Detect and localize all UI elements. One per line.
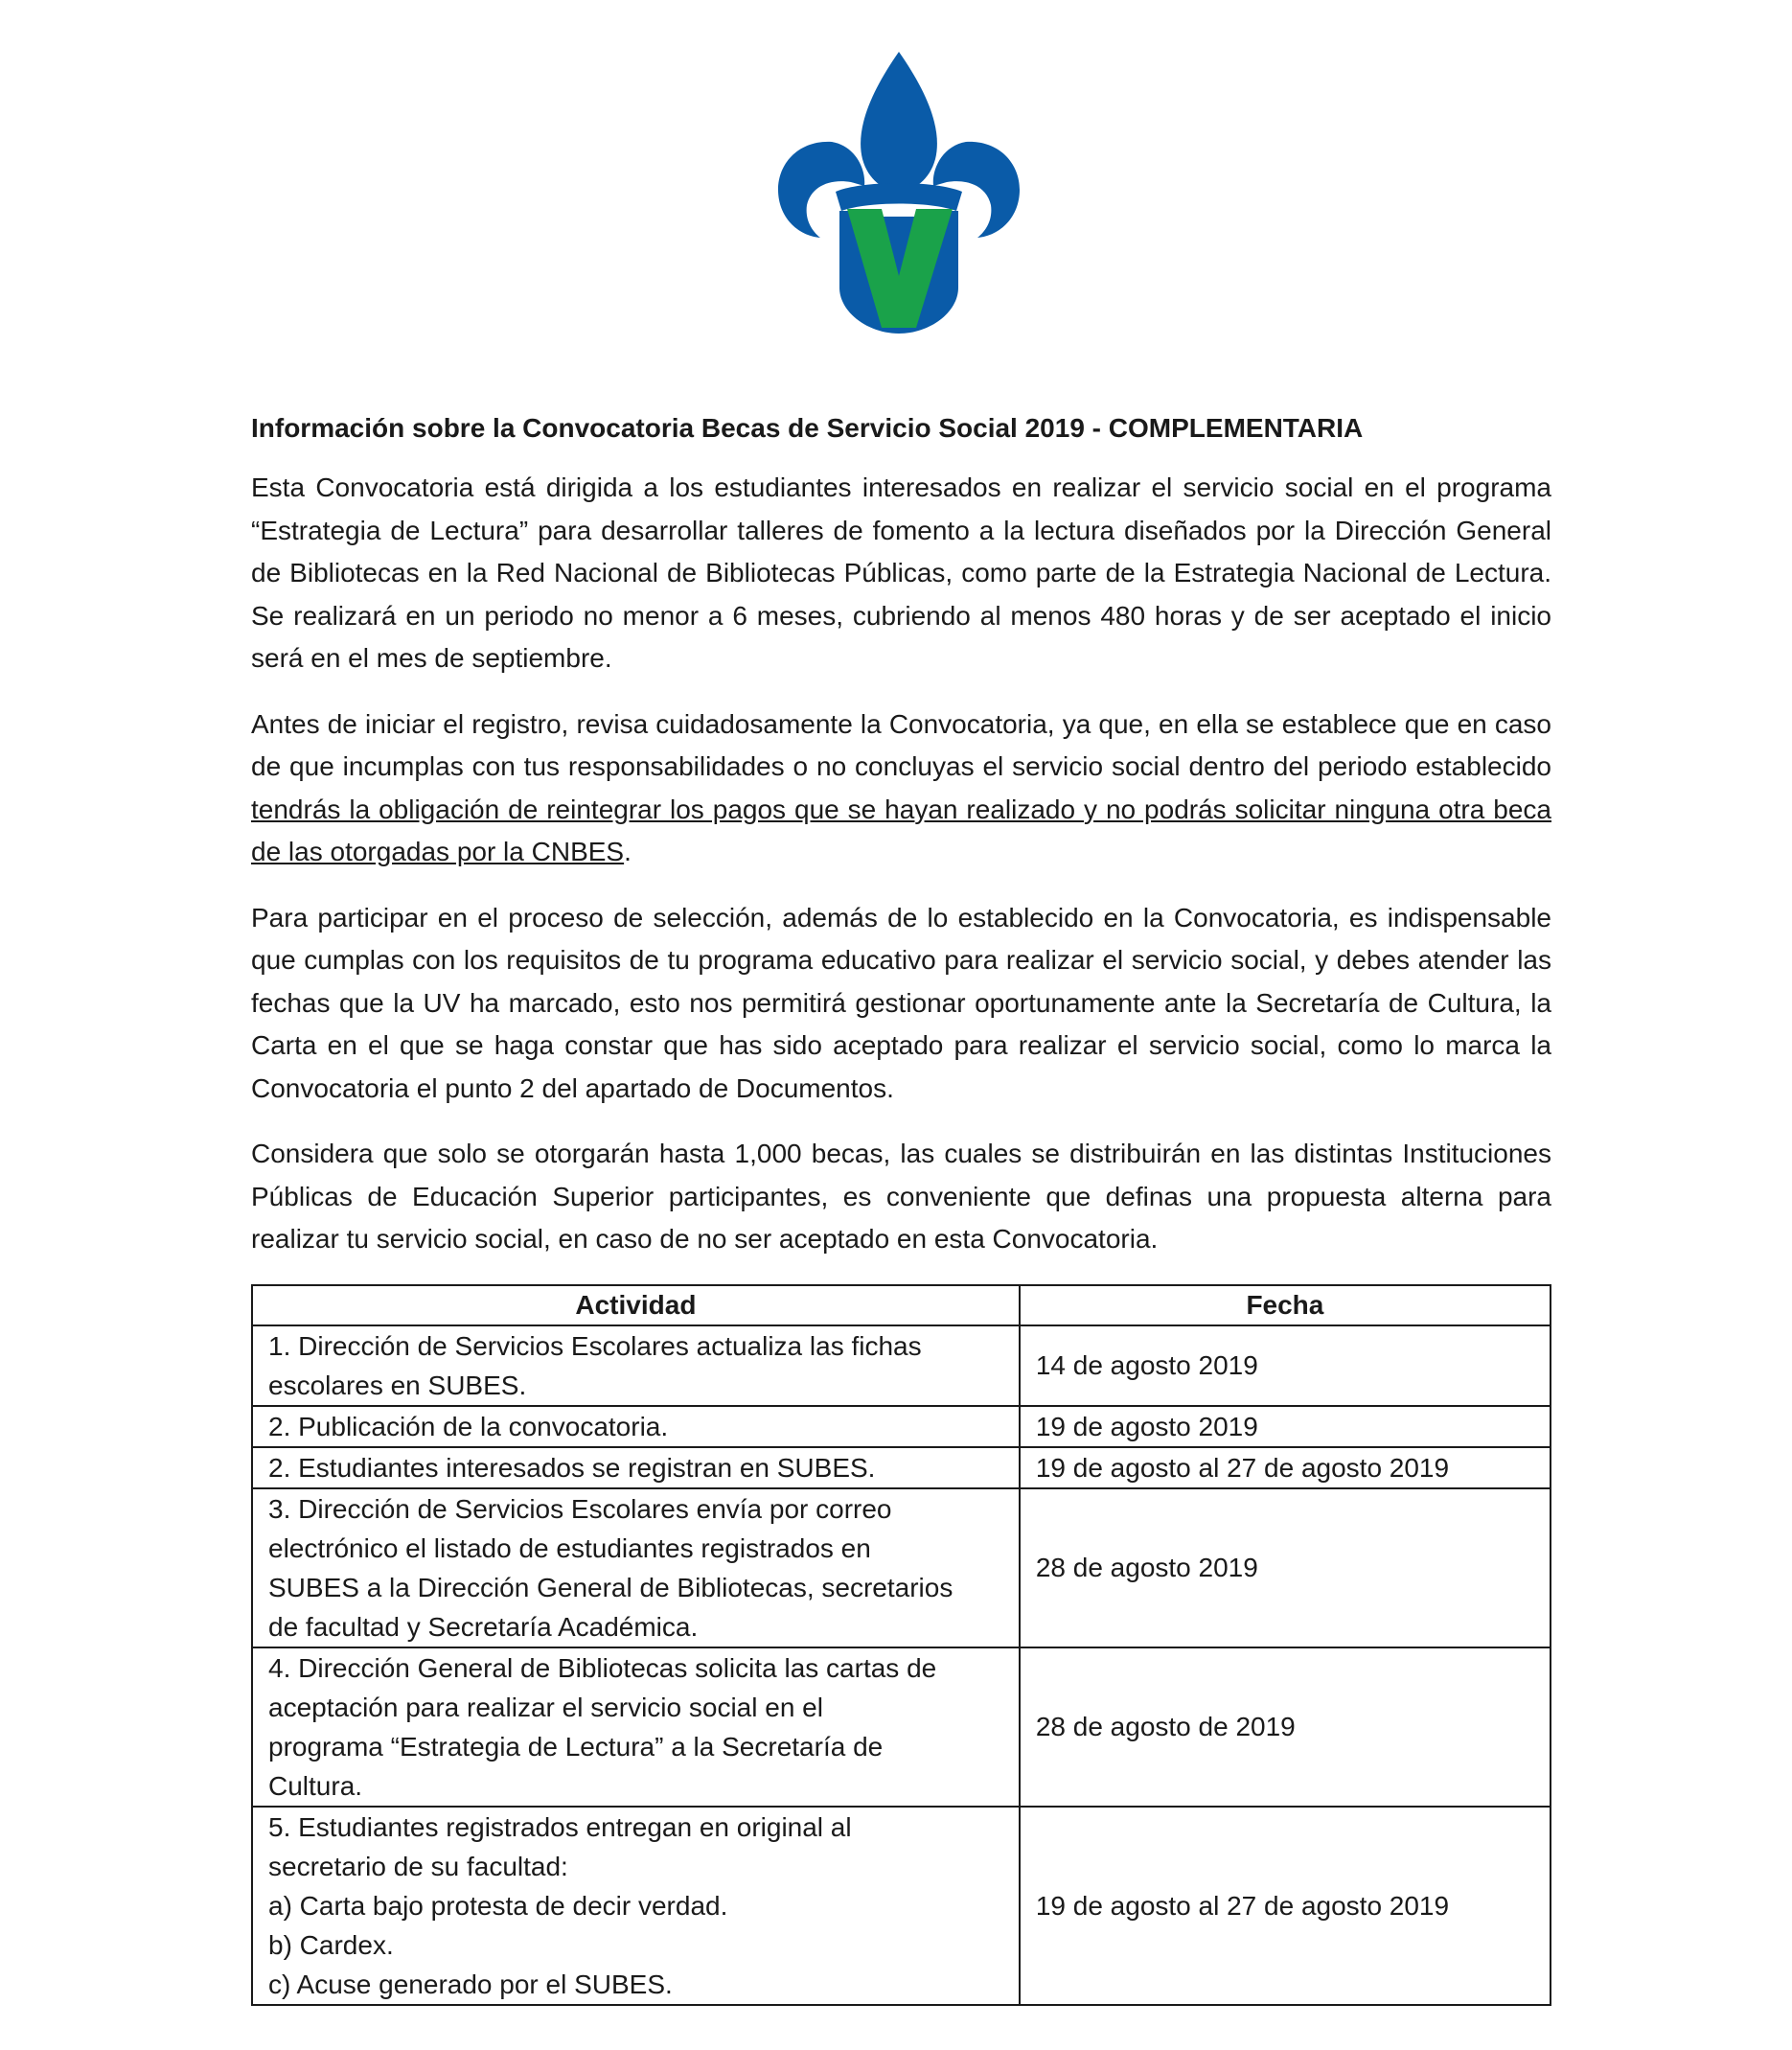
activity-cell <box>252 1807 1020 2005</box>
activity-line: programa “Estrategia de Lectura” a la Secretaría de <box>268 1731 884 1762</box>
activity-line: Cultura. <box>268 1770 363 1801</box>
activity-line: 1. Dirección de Servicios Escolares actualiza las fichas <box>268 1330 922 1361</box>
table-row <box>252 1447 1551 1488</box>
schedule-header-row <box>252 1285 1551 1325</box>
activity-line: escolares en SUBES. <box>268 1370 527 1400</box>
logo-band <box>836 183 962 211</box>
activity-line: de facultad y Secretaría Académica. <box>268 1611 699 1642</box>
date-cell: 14 de agosto 2019 <box>1020 1325 1551 1406</box>
date-cell: 19 de agosto 2019 <box>1020 1406 1551 1447</box>
activity-line: 3. Dirección de Servicios Escolares envía por correo <box>268 1493 892 1524</box>
date-cell: 28 de agosto 2019 <box>1020 1488 1551 1647</box>
table-row <box>252 1325 1551 1406</box>
activity-cell <box>252 1647 1020 1807</box>
paragraph-obligations-start: Antes de iniciar el registro, revisa cuidadosamente la Convocatoria, ya que, en ella se establece que en caso de que incumplas con tus responsabilidades o no concluyas el servicio social dentro del periodo establecido <box>251 708 1551 781</box>
document-title: Información sobre la Convocatoria Becas de Servicio Social 2019 - COMPLEMENTARIA <box>251 413 1364 443</box>
schedule-table <box>251 1284 1551 2006</box>
table-row <box>252 1807 1551 2005</box>
table-row <box>252 1406 1551 1447</box>
activity-line: 5. Estudiantes registrados entregan en original al <box>268 1811 852 1842</box>
activity-line: SUBES a la Dirección General de Bibliotecas, secretarios <box>268 1572 953 1602</box>
activity-line: electrónico el listado de estudiantes registrados en <box>268 1532 871 1563</box>
activity-cell <box>252 1406 1020 1447</box>
activity-cell <box>252 1325 1020 1406</box>
activity-cell <box>252 1488 1020 1647</box>
date-cell: 19 de agosto al 27 de agosto 2019 <box>1020 1447 1551 1488</box>
activity-line: 4. Dirección General de Bibliotecas solicita las cartas de <box>268 1652 937 1683</box>
activity-line: a) Carta bajo protesta de decir verdad. <box>268 1890 728 1921</box>
paragraph-intro: Esta Convocatoria está dirigida a los estudiantes interesados en realizar el servicio social en el programa “Estrategia de Lectura” para desarrollar talleres de fomento a la lectura diseñados por la Dirección General de Bibliotecas en la Red Nacional de Bibliotecas Públicas, como parte de la Estrategia Nacional de Lectura. Se realizará en un periodo no menor a 6 meses, cubriendo al menos 480 horas y de ser aceptado el inicio será en el mes de septiembre. <box>251 472 1551 673</box>
header-date: Fecha <box>1020 1285 1551 1325</box>
activity-line: c) Acuse generado por el SUBES. <box>268 1969 673 1999</box>
date-cell: 19 de agosto al 27 de agosto 2019 <box>1020 1807 1551 2005</box>
header-activity: Actividad <box>252 1285 1020 1325</box>
document-body <box>251 407 1551 2006</box>
paragraph-obligations-end: . <box>624 837 632 866</box>
activity-line: aceptación para realizar el servicio social en el <box>268 1692 823 1722</box>
paragraph-obligations <box>251 703 1551 874</box>
schedule-body <box>252 1325 1551 2005</box>
activity-line: 2. Publicación de la convocatoria. <box>268 1411 669 1441</box>
table-row <box>252 1488 1551 1647</box>
date-cell: 28 de agosto de 2019 <box>1020 1647 1551 1807</box>
activity-line: 2. Estudiantes interesados se registran en SUBES. <box>268 1452 876 1483</box>
paragraph-selection: Para participar en el proceso de selección, además de lo establecido en la Convocatoria, es indispensable que cumplas con los requisitos de tu programa educativo para realizar el servicio social, y debes atender las fechas que la UV ha marcado, esto nos permitirá gestionar oportunamente ante la Secretaría de Cultura, la Carta en el que se haga constar que has sido aceptado para realizar el servicio social, como lo marca la Convocatoria el punto 2 del apartado de Documentos. <box>251 902 1551 1103</box>
activity-line: secretario de su facultad: <box>268 1851 568 1881</box>
logo-top-petal <box>861 52 937 194</box>
table-row <box>252 1647 1551 1807</box>
activity-line: b) Cardex. <box>268 1929 394 1960</box>
activity-cell <box>252 1447 1020 1488</box>
paragraph-quota: Considera que solo se otorgarán hasta 1,000 becas, las cuales se distribuirán en las distintas Instituciones Públicas de Educación Superior participantes, es conveniente que definas una propuesta alterna para realizar tu servicio social, en caso de no ser aceptado en esta Convocatoria. <box>251 1139 1551 1254</box>
paragraph-obligations-underlined: tendrás la obligación de reintegrar los pagos que se hayan realizado y no podrás solicitar ninguna otra beca de las otorgadas por la CNBES <box>251 794 1551 866</box>
university-fleur-de-lis-logo <box>776 48 1022 335</box>
